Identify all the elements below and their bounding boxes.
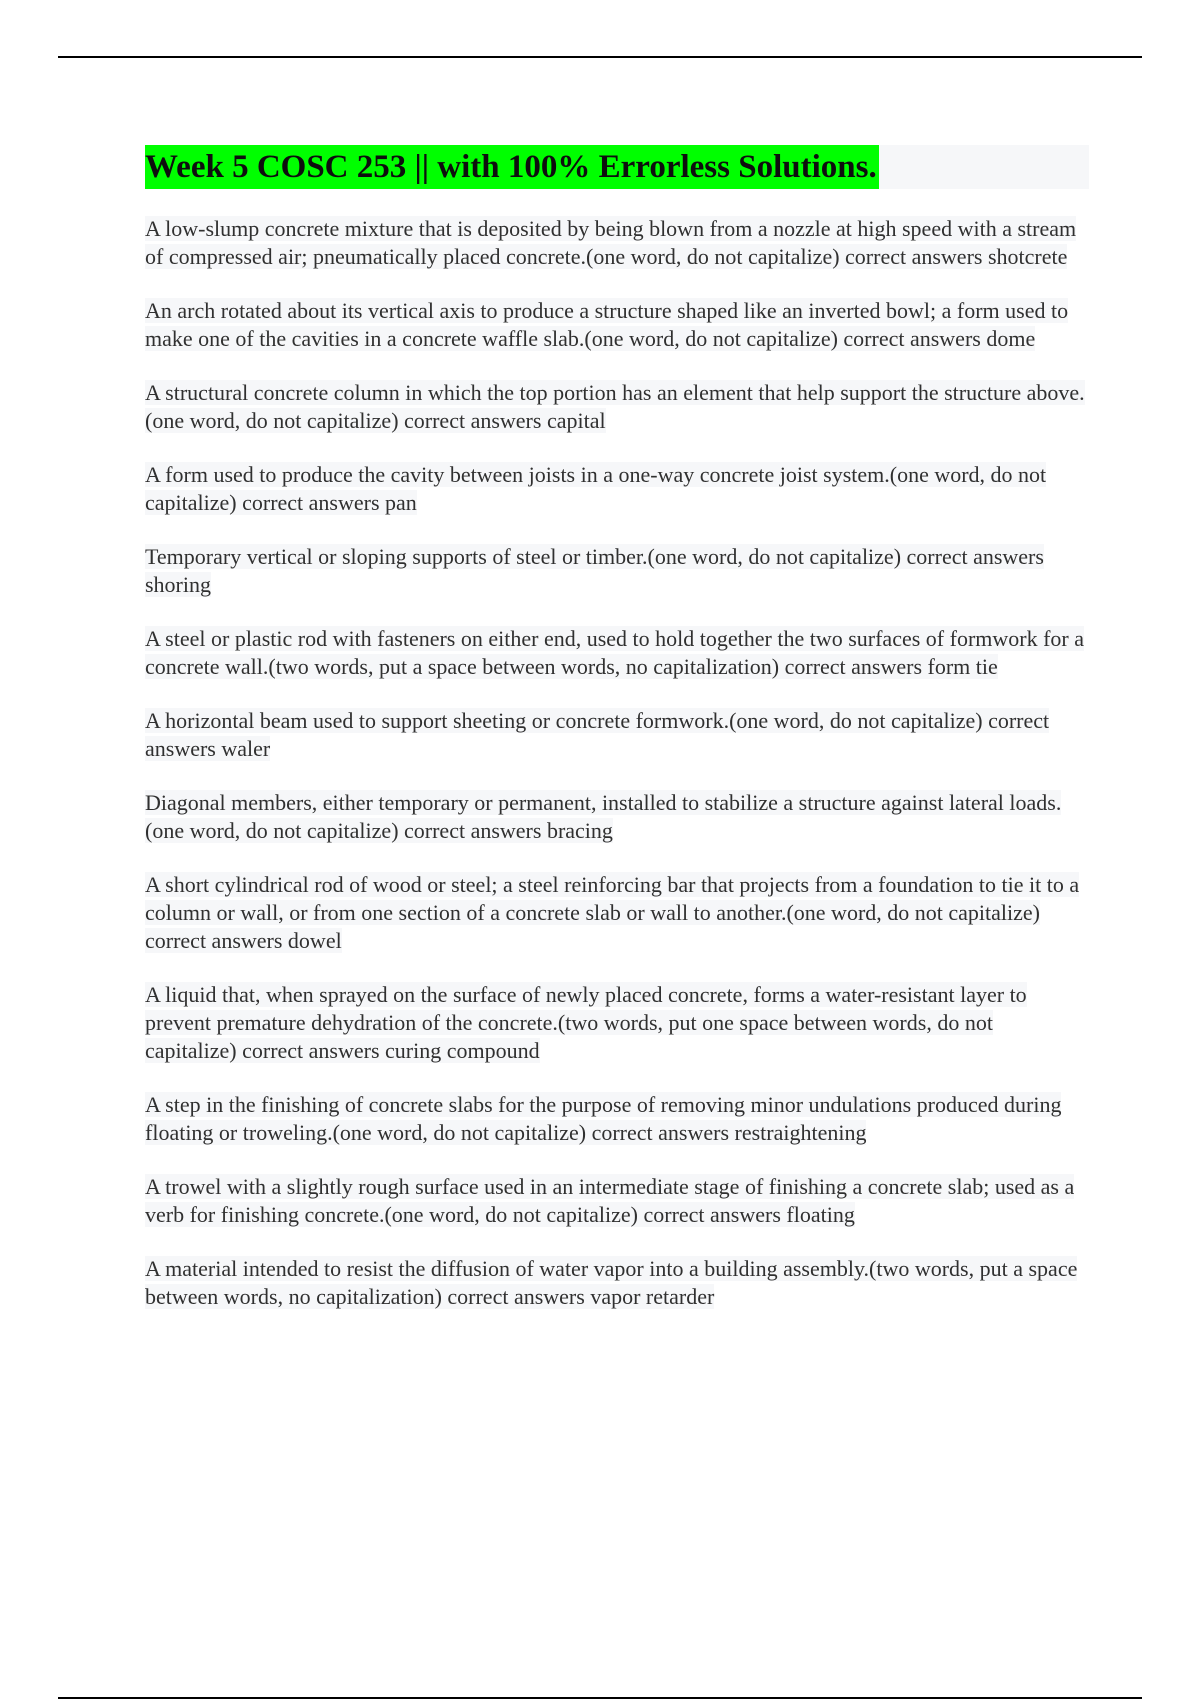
question-text: A horizontal beam used to support sheeting or concrete formwork.(one word, do not capitalize) correct answers waler xyxy=(145,708,1050,761)
question-text: A step in the finishing of concrete slabs for the purpose of removing minor undulations produced during floating or troweling.(one word, do not capitalize) correct answers restraightening xyxy=(145,1092,1062,1145)
question-item xyxy=(145,625,1089,681)
question-item xyxy=(145,981,1089,1065)
question-list xyxy=(145,215,1089,1311)
title-row xyxy=(145,145,1089,189)
question-text: A form used to produce the cavity between joists in a one-way concrete joist system.(one word, do not capitalize) correct answers pan xyxy=(145,462,1047,515)
question-text: A liquid that, when sprayed on the surface of newly placed concrete, forms a water-resistant layer to prevent premature dehydration of the concrete.(two words, put one space between words, do not capitalize) correct answers curing compound xyxy=(145,982,1027,1063)
document-title: Week 5 COSC 253 || with 100% Errorless Solutions. xyxy=(145,145,879,189)
question-item xyxy=(145,297,1089,353)
question-text: A structural concrete column in which the top portion has an element that help support the structure above.(one word, do not capitalize) correct answers capital xyxy=(145,380,1085,433)
question-item xyxy=(145,1173,1089,1229)
header-rule xyxy=(58,56,1142,58)
question-text: A short cylindrical rod of wood or steel; a steel reinforcing bar that projects from a foundation to tie it to a column or wall, or from one section of a concrete slab or wall to another.(one word, do not capitalize) correct answers dowel xyxy=(145,872,1080,953)
question-text: Diagonal members, either temporary or permanent, installed to stabilize a structure against lateral loads.(one word, do not capitalize) correct answers bracing xyxy=(145,790,1062,843)
question-item xyxy=(145,1255,1089,1311)
question-item xyxy=(145,871,1089,955)
document-body xyxy=(145,145,1089,1337)
question-text: A material intended to resist the diffusion of water vapor into a building assembly.(two words, put a space between words, no capitalization) correct answers vapor retarder xyxy=(145,1256,1078,1309)
question-item xyxy=(145,707,1089,763)
question-item xyxy=(145,543,1089,599)
question-item xyxy=(145,215,1089,271)
question-item xyxy=(145,789,1089,845)
footer-rule xyxy=(58,1697,1142,1699)
question-item xyxy=(145,461,1089,517)
question-text: An arch rotated about its vertical axis to produce a structure shaped like an inverted bowl; a form used to make one of the cavities in a concrete waffle slab.(one word, do not capitalize) correct answers dome xyxy=(145,298,1069,351)
question-item xyxy=(145,379,1089,435)
question-text: Temporary vertical or sloping supports of steel or timber.(one word, do not capitalize) correct answers shoring xyxy=(145,544,1044,597)
question-item xyxy=(145,1091,1089,1147)
question-text: A steel or plastic rod with fasteners on either end, used to hold together the two surfaces of formwork for a concrete wall.(two words, put a space between words, no capitalization) correct answers form tie xyxy=(145,626,1085,679)
question-text: A trowel with a slightly rough surface used in an intermediate stage of finishing a concrete slab; used as a verb for finishing concrete.(one word, do not capitalize) correct answers floating xyxy=(145,1174,1075,1227)
question-text: A low-slump concrete mixture that is deposited by being blown from a nozzle at high speed with a stream of compressed air; pneumatically placed concrete.(one word, do not capitalize) correct answers shotcrete xyxy=(145,216,1077,269)
